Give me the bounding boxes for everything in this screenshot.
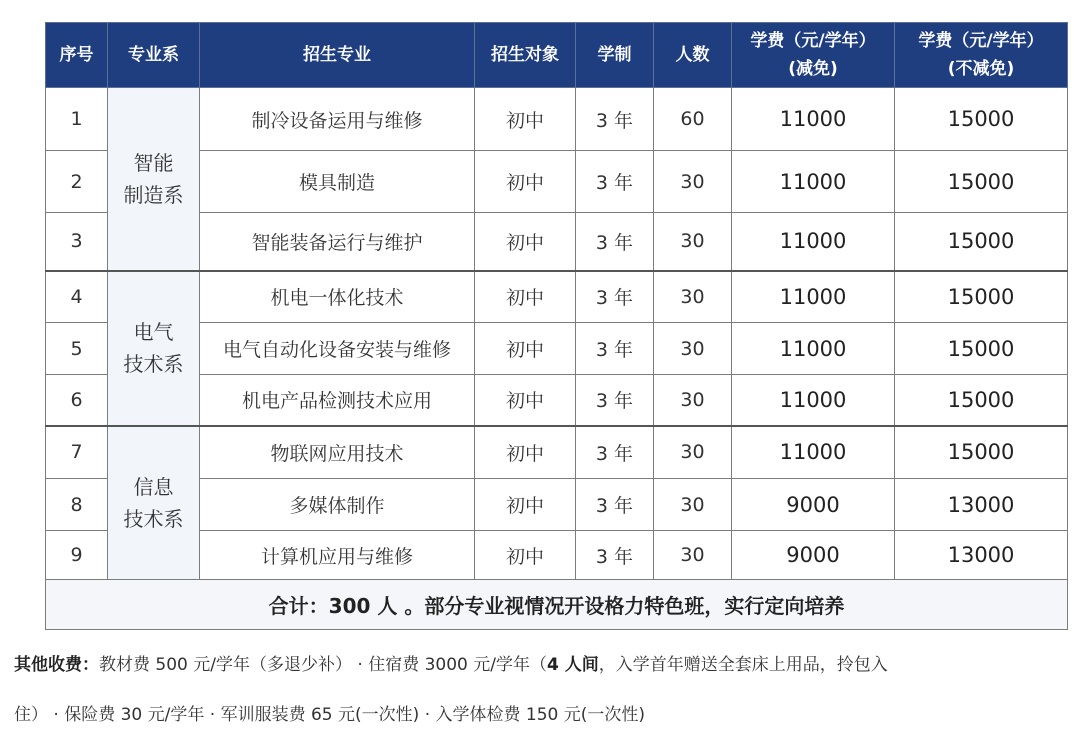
header-count: 人数	[654, 23, 732, 88]
cell-seq: 5	[46, 323, 108, 375]
cell-target: 初中	[475, 323, 576, 375]
other-fees-text: 教材费 500 元/学年（多退少补） · 住宿费 3000 元/学年（	[99, 655, 547, 675]
cell-fee-reduced: 11000	[732, 426, 895, 479]
cell-fee-full: 15000	[895, 323, 1068, 375]
dept-line: 电气	[133, 320, 174, 344]
cell-fee-reduced: 11000	[732, 375, 895, 426]
cell-count: 30	[654, 323, 732, 375]
cell-major: 机电一体化技术	[200, 271, 475, 323]
cell-duration: 3 年	[576, 531, 654, 580]
cell-duration: 3 年	[576, 479, 654, 531]
cell-major: 制冷设备运用与维修	[200, 88, 475, 151]
cell-seq: 7	[46, 426, 108, 479]
other-fees	[14, 650, 1064, 730]
table-row	[46, 88, 1068, 151]
cell-seq: 1	[46, 88, 108, 151]
cell-fee-reduced: 9000	[732, 479, 895, 531]
dept-line: 制造系	[123, 182, 184, 207]
cell-count: 30	[654, 426, 732, 479]
cell-seq: 8	[46, 479, 108, 531]
cell-count: 30	[654, 479, 732, 531]
header-fee-full	[895, 23, 1068, 88]
dept-line: 智能	[133, 150, 174, 175]
dept-line: 技术系	[123, 352, 184, 376]
cell-target: 初中	[475, 151, 576, 213]
cell-duration: 3 年	[576, 426, 654, 479]
table-header-row	[46, 23, 1068, 88]
cell-duration: 3 年	[576, 323, 654, 375]
cell-target: 初中	[475, 531, 576, 580]
cell-duration: 3 年	[576, 151, 654, 213]
cell-fee-full: 15000	[895, 88, 1068, 151]
cell-fee-reduced: 11000	[732, 323, 895, 375]
table-row	[46, 531, 1068, 580]
cell-target: 初中	[475, 213, 576, 271]
cell-target: 初中	[475, 479, 576, 531]
cell-major: 多媒体制作	[200, 479, 475, 531]
dept-line: 信息	[133, 474, 174, 499]
cell-count: 60	[654, 88, 732, 151]
cell-major: 计算机应用与维修	[200, 531, 475, 580]
cell-department-information-technology	[108, 426, 200, 580]
cell-seq: 2	[46, 151, 108, 213]
other-fees-line-1	[14, 650, 1064, 680]
cell-major: 智能装备运行与维护	[200, 213, 475, 271]
header-seq: 序号	[46, 23, 108, 88]
cell-seq: 3	[46, 213, 108, 271]
dorm-type: 4 人间	[547, 655, 599, 675]
cell-major: 模具制造	[200, 151, 475, 213]
cell-target: 初中	[475, 88, 576, 151]
cell-department-intelligent-manufacturing	[108, 88, 200, 271]
cell-duration: 3 年	[576, 88, 654, 151]
table-row	[46, 151, 1068, 213]
cell-duration: 3 年	[576, 271, 654, 323]
cell-fee-reduced: 11000	[732, 213, 895, 271]
header-target: 招生对象	[475, 23, 576, 88]
table-row	[46, 271, 1068, 323]
table-total-note: 合计：300 人 。部分专业视情况开设格力特色班，实行定向培养	[46, 580, 1068, 630]
cell-count: 30	[654, 151, 732, 213]
cell-fee-full: 15000	[895, 426, 1068, 479]
cell-fee-full: 13000	[895, 531, 1068, 580]
cell-fee-reduced: 11000	[732, 151, 895, 213]
cell-fee-full: 15000	[895, 375, 1068, 426]
cell-target: 初中	[475, 426, 576, 479]
cell-fee-full: 15000	[895, 213, 1068, 271]
cell-fee-full: 15000	[895, 271, 1068, 323]
cell-fee-reduced: 11000	[732, 271, 895, 323]
cell-target: 初中	[475, 271, 576, 323]
header-fee-reduced-line2: (减免)	[788, 59, 838, 79]
cell-major: 电气自动化设备安装与维修	[200, 323, 475, 375]
tuition-table	[45, 22, 1068, 630]
table-row	[46, 213, 1068, 271]
cell-major: 机电产品检测技术应用	[200, 375, 475, 426]
cell-fee-reduced: 11000	[732, 88, 895, 151]
header-duration: 学制	[576, 23, 654, 88]
table-row	[46, 323, 1068, 375]
cell-major: 物联网应用技术	[200, 426, 475, 479]
table-row	[46, 426, 1068, 479]
cell-target: 初中	[475, 375, 576, 426]
cell-department-electrical-technology	[108, 271, 200, 426]
cell-duration: 3 年	[576, 213, 654, 271]
table-row	[46, 375, 1068, 426]
cell-count: 30	[654, 271, 732, 323]
header-fee-reduced	[732, 23, 895, 88]
header-fee-reduced-line1: 学费（元/学年）	[750, 31, 876, 51]
header-fee-full-line2: (不减免)	[947, 59, 1015, 79]
dept-line: 技术系	[123, 506, 184, 531]
cell-count: 30	[654, 375, 732, 426]
table-row	[46, 479, 1068, 531]
other-fees-text: ，入学首年赠送全套床上用品，拎包入	[598, 655, 888, 675]
cell-count: 30	[654, 531, 732, 580]
header-major: 招生专业	[200, 23, 475, 88]
cell-seq: 4	[46, 271, 108, 323]
cell-seq: 6	[46, 375, 108, 426]
cell-duration: 3 年	[576, 375, 654, 426]
cell-count: 30	[654, 213, 732, 271]
cell-fee-full: 13000	[895, 479, 1068, 531]
header-fee-full-line1: 学费（元/学年）	[918, 31, 1044, 51]
other-fees-line-2: 住） · 保险费 30 元/学年 · 军训服装费 65 元(一次性) · 入学体检费 150 元(一次性)	[14, 705, 646, 725]
table-footer-row	[46, 580, 1068, 630]
cell-seq: 9	[46, 531, 108, 580]
cell-fee-reduced: 9000	[732, 531, 895, 580]
cell-fee-full: 15000	[895, 151, 1068, 213]
header-department: 专业系	[108, 23, 200, 88]
other-fees-label: 其他收费：	[14, 655, 99, 675]
